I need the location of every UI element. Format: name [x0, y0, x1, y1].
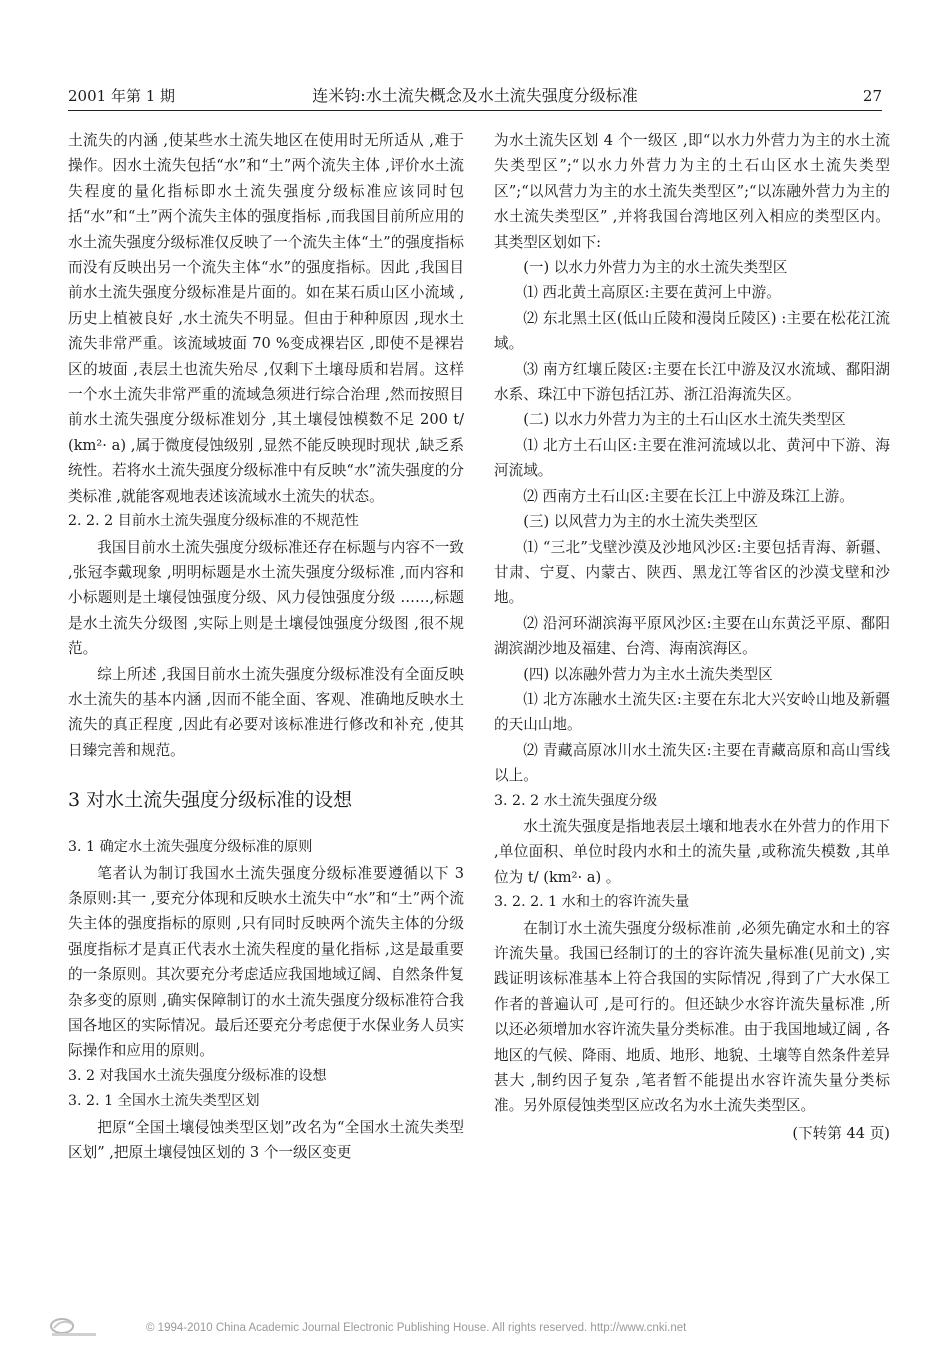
- list-item: ⑵ 东北黑土区(低山丘陵和漫岗丘陵区) :主要在松花江流域。: [494, 309, 890, 353]
- paragraph: 综上所述 ,我国目前水土流失强度分级标准没有全面反映水土流失的基本内涵 ,因而不能全面、客观、准确地反映水土流失的真正程度 ,因此有必要对该标准进行修改和补充 ,使其日臻完善和规范。: [68, 665, 464, 759]
- running-header: [68, 84, 882, 111]
- publisher-logo-icon: [48, 1314, 100, 1338]
- section-heading-3: 3 对水土流失强度分级标准的设想: [68, 789, 353, 812]
- running-title: 连米钧:水土流失概念及水土流失强度分级标准: [312, 86, 638, 105]
- paragraph: 为水土流失区划 4 个一级区 ,即“以水力外营力为主的水土流失类型区”;“以水力外营力为主的土石山区水土流失类型区”;“以风营力为主的水土流失类型区”;“以冻融外营力为主的水土流失类型区” ,并将我国台湾地区列入相应的类型区内。其类型区划如下:: [494, 132, 890, 251]
- list-heading: (一) 以水力外营力为主的水土流失类型区: [523, 259, 788, 277]
- list-item: ⑴ “三北”戈壁沙漠及沙地风沙区:主要包括青海、新疆、甘肃、宁夏、内蒙古、陕西、黑龙江等省区的沙漠戈壁和沙地。: [494, 538, 890, 607]
- section-heading-3-1: 3. 1 确定水土流失强度分级标准的原则: [68, 839, 313, 856]
- paragraph: 我国目前水土流失强度分级标准还存在标题与内容不一致 ,张冠李戴现象 ,明明标题是水土流失强度分级标准 ,而内容和小标题则是土壤侵蚀强度分级、风力侵蚀强度分级 ……,标题是水土流失分级图 ,实际上则是土壤侵蚀强度分级图 ,很不规范。: [68, 538, 464, 658]
- section-heading-3-2-2-1: 3. 2. 2. 1 水和土的容许流失量: [494, 894, 690, 911]
- issue-label: 2001 年第 1 期: [68, 87, 176, 105]
- list-item: ⑴ 北方土石山区:主要在淮河流域以北、黄河中下游、海河流域。: [494, 436, 890, 480]
- list-heading: (二) 以水力外营力为主的土石山区水土流失类型区: [523, 411, 846, 429]
- paragraph: 笔者认为制订我国水土流失强度分级标准要遵循以下 3 条原则:其一 ,要充分体现和反映水土流失中“水”和“土”两个流失主体的强度指标的原则 ,只有同时反映两个流失主体的分级强度指标才是真正代表水土流失程度的量化指标 ,这是最重要的一条原则。其次要充分考虑适应我国地域辽阔、自然条件复杂多变的原则 ,确实保障制订的水土流失强度分级标准符合我国各地区的实际情况。最后还要充分考虑便于水保业务人员实际操作和应用的原则。: [68, 864, 464, 1060]
- page-number: 27: [862, 87, 882, 105]
- list-item: ⑵ 青藏高原冰川水土流失区:主要在青藏高原和高山雪线以上。: [494, 741, 890, 785]
- paragraph: 在制订水土流失强度分级标准前 ,必须先确定水和土的容许流失量。我国已经制订的土的容许流失量标准(见前文) ,实践证明该标准基本上符合我国的实际情况 ,得到了广大水保工作者的普遍认可 ,是可行的。但还缺少水容许流失量标准 ,所以还必须增加水容许流失量分类标准。由于我国地域辽阔 , 各地区的气候、降雨、地质、地形、地貌、土壤等自然条件差异甚大 ,制约因子复杂 ,笔者暂不能提出水容许流失量分类标准。另外原侵蚀类型区应改名为水土流失类型区。: [494, 919, 890, 1115]
- paragraph: 土流失的内涵 ,使某些水土流失地区在使用时无所适从 ,难于操作。因水土流失包括“水”和“土”两个流失主体 ,评价水土流失程度的量化指标即水土流失强度分级标准应该同时包括“水”和“土”两个流失主体的强度指标 ,而我国目前所应用的水土流失强度分级标准仅反映了一个流失主体“土”的强度指标而没有反映出另一个流失主体“水”的强度指标。因此 ,我国目前水土流失强度分级标准是片面的。如在某石质山区小流域 ,历史上植被良好 ,水土流失不明显。但由于种种原因 ,现水土流失非常严重。该流域坡面 70 %变成裸岩区 ,即使不是裸岩区的坡面 ,表层土也流失殆尽 ,仅剩下土壤母质和岩屑。这样一个水土流失非常严重的流域急须进行综合治理 ,然而按照目前水土流失强度分级标准划分 ,其土壤侵蚀模数不足 200 t/ (km²· a) ,属于微度侵蚀级别 ,显然不能反映现时现状 ,缺乏系统性。若将水土流失强度分级标准中有反映“水”流失强度的分类标准 ,就能客观地表述该流域水土流失的状态。: [68, 132, 464, 505]
- list-item: ⑶ 南方红壤丘陵区:主要在长江中游及汉水流域、鄱阳湖水系、珠江中下游包括江苏、浙江沿海流失区。: [494, 360, 890, 404]
- section-heading-3-2-1: 3. 2. 1 全国水土流失类型区划: [68, 1093, 260, 1110]
- list-item: ⑴ 西北黄土高原区:主要在黄河上中游。: [523, 284, 781, 302]
- copyright-notice: © 1994-2010 China Academic Journal Electronic Publishing House. All rights reserved. http://www.cnki.net: [146, 1322, 687, 1334]
- list-item: ⑵ 西南方土石山区:主要在长江上中游及珠江上游。: [523, 487, 854, 505]
- section-heading-3-2: 3. 2 对我国水土流失强度分级标准的设想: [68, 1067, 327, 1084]
- list-item: ⑴ 北方冻融水土流失区:主要在东北大兴安岭山地及新疆的天山山地。: [494, 690, 890, 734]
- left-column: [68, 128, 464, 1165]
- page-footer: [40, 1318, 910, 1338]
- right-column: [494, 128, 890, 1146]
- section-heading-2-2-2: 2. 2. 2 目前水土流失强度分级标准的不规范性: [68, 513, 359, 530]
- paragraph: 把原“全国土壤侵蚀类型区划”改名为“全国水土流失类型区划” ,把原土壤侵蚀区划的 3 个一级区变更: [68, 1118, 464, 1162]
- paragraph: 水土流失强度是指地表层土壤和地表水在外营力的作用下 ,单位面积、单位时段内水和土的流失量 ,或称流失模数 ,其单位为 t/ (km²· a) 。: [494, 817, 890, 886]
- list-item: ⑵ 沿河环湖滨海平原风沙区:主要在山东黄泛平原、鄱阳湖滨湖沙地及福建、台湾、海南滨海区。: [494, 614, 890, 658]
- list-heading: (三) 以风营力为主的水土流失类型区: [523, 513, 759, 531]
- continued-note: (下转第 44 页): [792, 1124, 890, 1142]
- section-heading-3-2-2: 3. 2. 2 水土流失强度分级: [494, 792, 658, 809]
- list-heading: (四) 以冻融外营力为主水土流失类型区: [523, 665, 773, 683]
